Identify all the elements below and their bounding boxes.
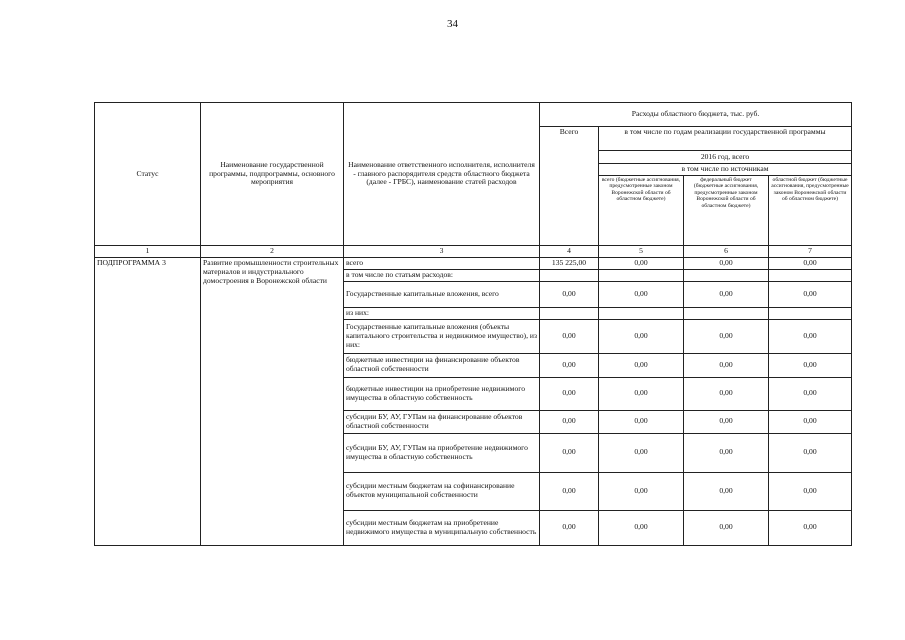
expense-item-label: субсидии БУ, АУ, ГУПам на финансирование объектов областной собственности [344, 410, 540, 433]
expense-value-v5: 0,00 [599, 410, 684, 433]
expense-value-v7: 0,00 [769, 353, 852, 377]
expense-value-v6 [684, 269, 769, 281]
header-expenses: Расходы областного бюджета, тыс. руб. [540, 103, 852, 127]
table-row [95, 257, 852, 269]
expense-value-v4: 0,00 [540, 377, 599, 410]
expense-item-label: бюджетные инвестиции на приобретение недвижимого имущества в областную собственность [344, 377, 540, 410]
expense-item-label: субсидии местным бюджетам на софинансирование объектов муниципальной собственности [344, 472, 540, 510]
header-program-name: Наименование государственной программы, подпрограммы, основного мероприятия [201, 103, 344, 246]
header-executor: Наименование ответственного исполнителя, исполнителя - главного распорядителя средств областного бюджета (далее - ГРБС), наименование статей расходов [344, 103, 540, 246]
expense-item-label: субсидии БУ, АУ, ГУПам на приобретение недвижимого имущества в областную собственность [344, 433, 540, 472]
expense-value-v5: 0,00 [599, 353, 684, 377]
expense-value-v5: 0,00 [599, 472, 684, 510]
expense-value-v7: 0,00 [769, 257, 852, 269]
expense-value-v5: 0,00 [599, 319, 684, 353]
column-number: 7 [769, 245, 852, 257]
expense-value-v4: 0,00 [540, 353, 599, 377]
expense-value-v4: 0,00 [540, 433, 599, 472]
expense-value-v7: 0,00 [769, 319, 852, 353]
expense-value-v4: 0,00 [540, 510, 599, 545]
expense-value-v6: 0,00 [684, 257, 769, 269]
expense-value-v6: 0,00 [684, 353, 769, 377]
header-status: Статус [95, 103, 201, 246]
expense-value-v6: 0,00 [684, 433, 769, 472]
expense-value-v7: 0,00 [769, 433, 852, 472]
expense-value-v7 [769, 269, 852, 281]
expense-value-v7: 0,00 [769, 510, 852, 545]
expense-value-v7: 0,00 [769, 377, 852, 410]
expense-value-v6: 0,00 [684, 410, 769, 433]
expense-value-v6: 0,00 [684, 377, 769, 410]
expense-value-v5: 0,00 [599, 510, 684, 545]
budget-table [94, 102, 852, 546]
expense-value-v4: 0,00 [540, 319, 599, 353]
page-number: 34 [447, 18, 458, 30]
header-total: Всего [540, 127, 599, 246]
expense-value-v4: 0,00 [540, 472, 599, 510]
expense-value-v6: 0,00 [684, 319, 769, 353]
expense-value-v5 [599, 269, 684, 281]
header-source-regional: областной бюджет (бюджетные ассигнования, предусмотренные законом Воронежской области об областном бюджете) [769, 175, 852, 245]
expense-value-v6: 0,00 [684, 510, 769, 545]
column-number: 1 [95, 245, 201, 257]
expense-value-v7: 0,00 [769, 281, 852, 307]
column-number: 4 [540, 245, 599, 257]
expense-item-label: Государственные капитальные вложения (объекты капитального строительства и недвижимое имущество), из них: [344, 319, 540, 353]
expense-value-v5 [599, 307, 684, 319]
expense-item-label: всего [344, 257, 540, 269]
expense-value-v4: 0,00 [540, 281, 599, 307]
subprogram-status: ПОДПРОГРАММА 3 [95, 257, 201, 545]
expense-value-v5: 0,00 [599, 257, 684, 269]
expense-value-v7 [769, 307, 852, 319]
expense-value-v6 [684, 307, 769, 319]
header-source-federal: федеральный бюджет (бюджетные ассигнования, предусмотренные законом Воронежской области об областном бюджете) [684, 175, 769, 245]
expense-value-v4 [540, 307, 599, 319]
expense-item-label: Государственные капитальные вложения, всего [344, 281, 540, 307]
expense-value-v4 [540, 269, 599, 281]
expense-value-v5: 0,00 [599, 377, 684, 410]
column-number: 2 [201, 245, 344, 257]
expense-item-label: бюджетные инвестиции на финансирование объектов областной собственности [344, 353, 540, 377]
expense-item-label: из них: [344, 307, 540, 319]
column-numbers-row [95, 245, 852, 257]
expense-value-v7: 0,00 [769, 410, 852, 433]
expense-item-label: в том числе по статьям расходов: [344, 269, 540, 281]
expense-value-v4: 0,00 [540, 410, 599, 433]
expense-value-v5: 0,00 [599, 433, 684, 472]
expense-value-v4: 135 225,00 [540, 257, 599, 269]
column-number: 5 [599, 245, 684, 257]
header-by-years: в том числе по годам реализации государственной программы [599, 127, 852, 151]
header-source-all: всего (бюджетные ассигнования, предусмотренные законом Воронежской области об областном бюджете) [599, 175, 684, 245]
column-number: 3 [344, 245, 540, 257]
expense-value-v7: 0,00 [769, 472, 852, 510]
expense-value-v5: 0,00 [599, 281, 684, 307]
header-year-total: 2016 год, всего [599, 151, 852, 164]
expense-value-v6: 0,00 [684, 281, 769, 307]
column-number: 6 [684, 245, 769, 257]
expense-item-label: субсидии местным бюджетам на приобретение недвижимого имущества в муниципальную собственность [344, 510, 540, 545]
subprogram-name: Развитие промышленности строительных материалов и индустриального домостроения в Воронежской области [201, 257, 344, 545]
expense-value-v6: 0,00 [684, 472, 769, 510]
header-row-1 [95, 103, 852, 127]
header-by-sources: в том числе по источникам [599, 164, 852, 176]
